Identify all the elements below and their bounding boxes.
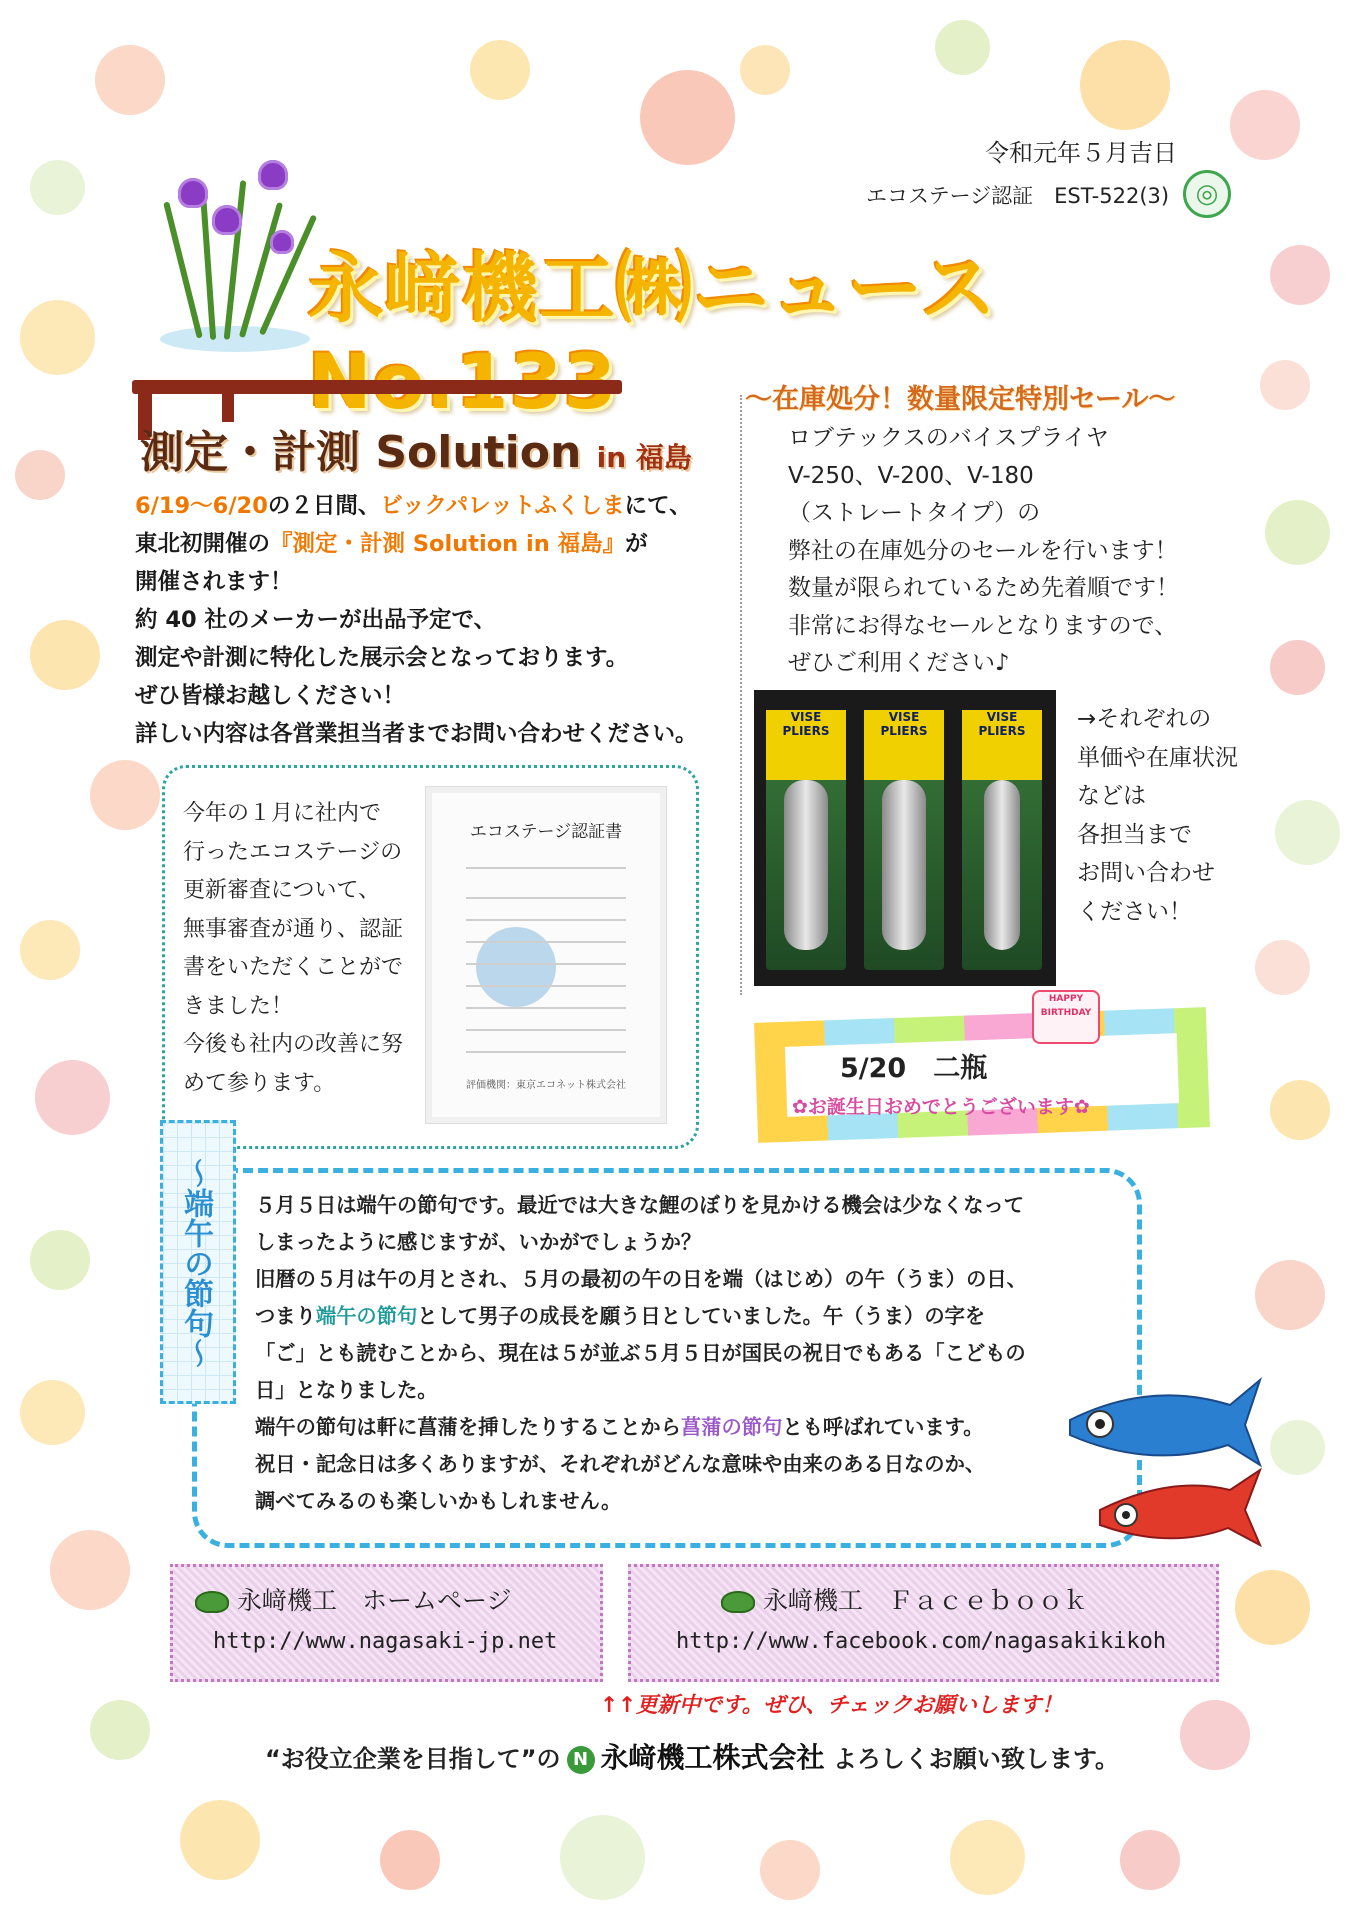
plier-package: VISE PLIERS <box>864 710 944 970</box>
certification-number: エコステージ認証 EST-522(3) <box>866 184 1170 208</box>
caliper-graphic <box>132 380 622 394</box>
event-banner-suffix: in 福島 <box>596 441 692 474</box>
certificate-image <box>425 786 667 1124</box>
birthday-cake-icon: HAPPY BIRTHDAY <box>1032 990 1100 1044</box>
event-line: 約 40 社のメーカーが出品予定で、 <box>135 607 497 633</box>
ecostage-logo-icon: ◎ <box>1183 170 1231 218</box>
homepage-url[interactable]: http://www.nagasaki-jp.net <box>213 1629 558 1654</box>
event-banner-title <box>140 416 692 480</box>
sale-description: ロブテックスのバイスプライヤ V-250、V-200、V-180 （ストレートタイプ）の 弊社の在庫処分のセールを行います！ 数量が限られているため先着順です！ 非常にお得なセールとなりますので、 ぜひご利用ください♪ <box>788 425 1179 676</box>
certificate-title: エコステージ認証書 <box>469 822 623 842</box>
event-description <box>135 487 735 753</box>
update-note: ↑↑更新中です。ぜひ、チェックお願いします！ <box>600 1693 1063 1718</box>
facebook-box[interactable] <box>628 1564 1219 1682</box>
event-line: 開催されます！ <box>135 569 293 595</box>
event-banner-main: 測定・計測 Solution <box>140 427 582 478</box>
company-logo-icon: N <box>567 1746 595 1774</box>
koinobori-icon <box>1060 1360 1270 1560</box>
birthday-message: ✿お誕生日おめでとうございます✿ <box>792 1096 1090 1118</box>
event-line: 測定や計測に特化した展示会となっております。 <box>135 645 629 671</box>
newsletter-title: 永﨑機工㈱ニュース <box>308 244 998 333</box>
company-name: 永﨑機工株式会社 <box>600 1741 825 1774</box>
sale-side-note: →それぞれの 単価や在庫状況 などは 各担当まで お問い合わせ ください！ <box>1077 706 1238 925</box>
tango-tab-label: ～端午の節句～ <box>178 1158 213 1368</box>
vise-pliers-photo <box>754 690 1056 986</box>
event-line: ぜひ皆様お越しください！ <box>135 683 406 709</box>
birthday-name: 5/20 二瓶 <box>840 1053 988 1084</box>
sale-title: ～在庫処分！数量限定特別セール～ <box>745 384 1176 415</box>
event-line: 詳しい内容は各営業担当者までお問い合わせください。 <box>135 721 698 747</box>
turtle-icon <box>195 1591 229 1613</box>
certificate-footer: 評価機関：東京エコネット株式会社 <box>466 1080 626 1091</box>
plier-package: VISE PLIERS <box>962 710 1042 970</box>
homepage-title: 永﨑機工 ホームページ <box>237 1586 512 1615</box>
footer-slogan: “お役立企業を目指して”の N 永﨑機工株式会社 よろしくお願い致します。 <box>265 1741 1120 1774</box>
turtle-icon <box>721 1591 755 1613</box>
event-line: 6/19～6/20の２日間、ビックパレットふくしまにて、 <box>135 493 692 519</box>
ecostage-text: 今年の１月に社内で 行ったエコステージの 更新審査について、 無事審査が通り、認証 書をいただくことがで きました！ 今後も社内の改善に努 めて参ります。 <box>183 801 404 1096</box>
homepage-box[interactable] <box>170 1564 603 1682</box>
seal-icon <box>476 927 556 1007</box>
facebook-url[interactable]: http://www.facebook.com/nagasakikikoh <box>676 1629 1167 1654</box>
plier-package: VISE PLIERS <box>766 710 846 970</box>
event-line: 東北初開催の『測定・計測 Solution in 福島』が <box>135 531 648 557</box>
column-divider <box>740 395 742 995</box>
facebook-title: 永﨑機工 Ｆａｃｅｂｏｏｋ <box>763 1586 1089 1615</box>
tango-text: ５月５日は端午の節句です。最近では大きな鯉のぼりを見かける機会は少なくなって しまったように感じますが、いかがでしょうか？ 旧暦の５月は午の月とされ、５月の最初の午の日を端（はじめ）の午（うま）の日、 つまり端午の節句として男子の成長を願う日としていました。午（うま）の字を 「ご」とも読むことから、現在は５が並ぶ５月５日が国民の祝日でもある「こどもの 日」となりました。 端午の節句は軒に菖蒲を挿したりすることから菖蒲の節句とも呼ばれています。 祝日・記念日は多くありますが、それぞれがどんな意味や由来のある日なのか、 調べてみるのも楽しいかもしれません。 <box>255 1193 1027 1513</box>
issue-date: 令和元年５月吉日 <box>985 139 1177 167</box>
